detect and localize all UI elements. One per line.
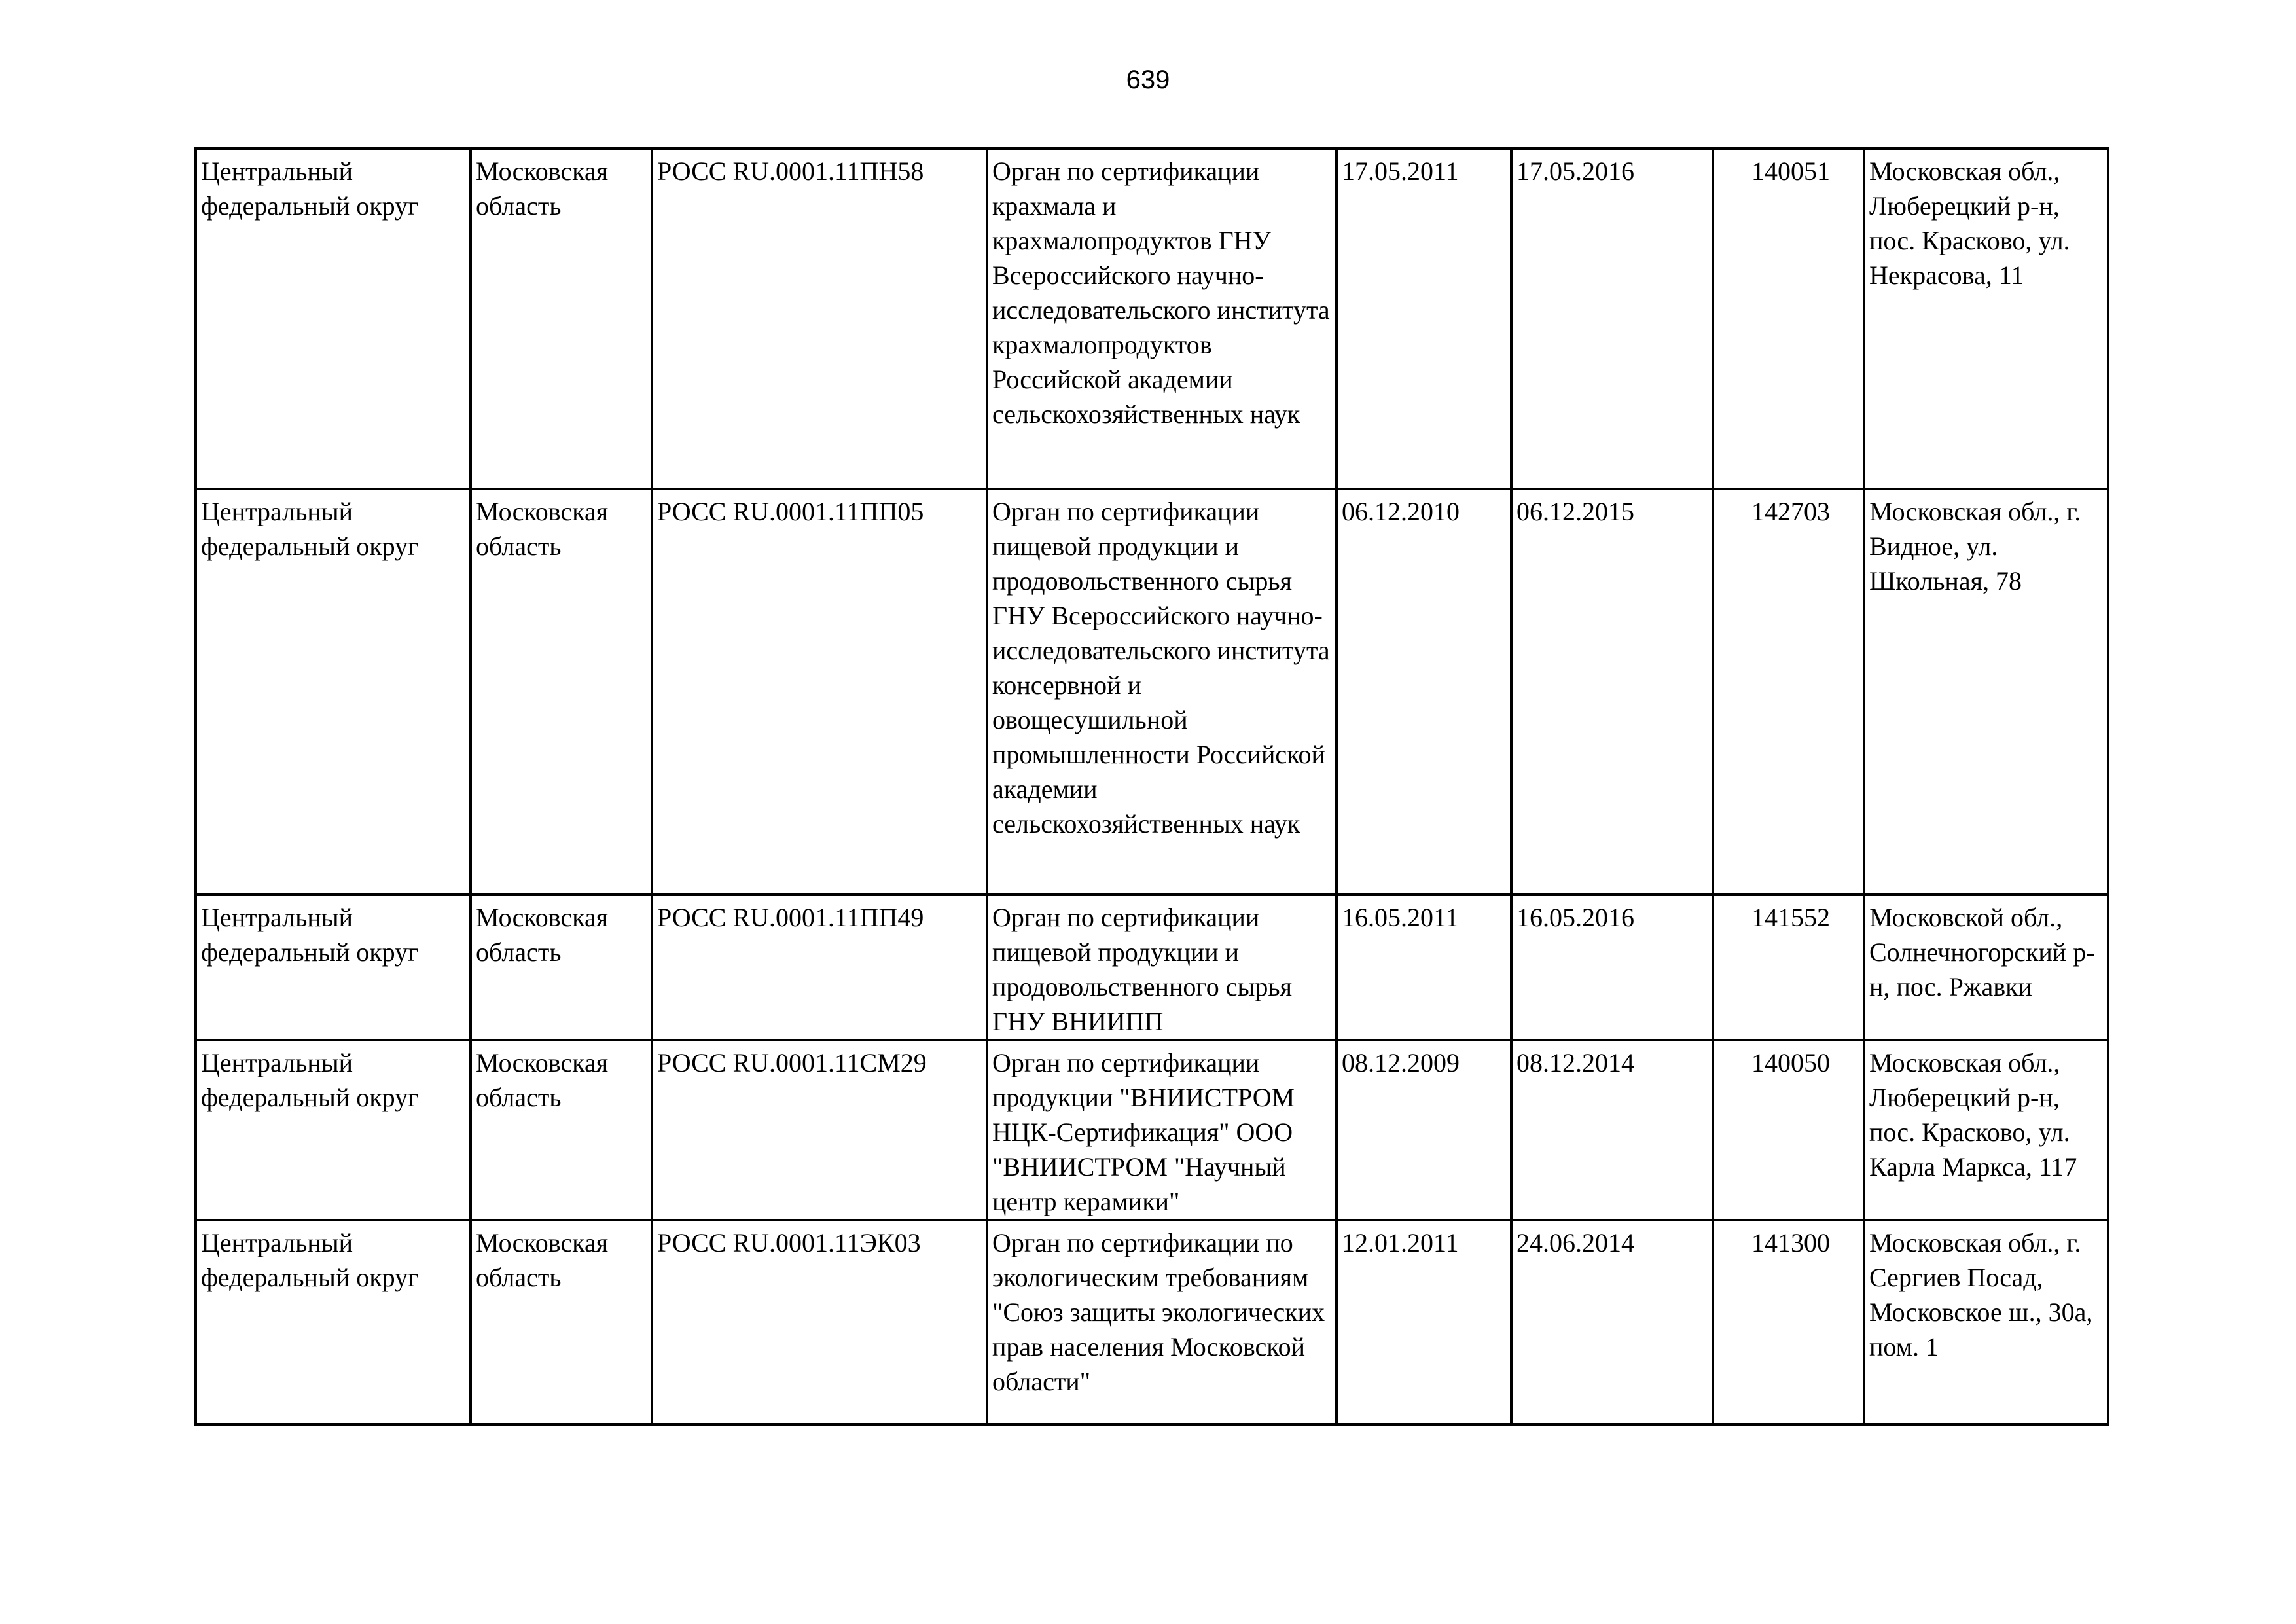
date-from-cell: 08.12.2009 xyxy=(1336,1040,1511,1220)
page-number: 639 xyxy=(1126,65,1170,94)
address-cell: Московская обл., Люберецкий р-н, пос. Красково, ул. Карла Маркса, 117 xyxy=(1864,1040,2108,1220)
postcode-cell: 140051 xyxy=(1713,149,1864,489)
date-from-cell: 17.05.2011 xyxy=(1336,149,1511,489)
body-name-cell: Орган по сертификации пищевой продукции и продовольственного сырья ГНУ ВНИИПП xyxy=(987,895,1336,1040)
reg-number-cell: РОСС RU.0001.11ПН58 xyxy=(652,149,987,489)
reg-number-cell: РОСС RU.0001.11ПП05 xyxy=(652,489,987,895)
region-cell: Московская область xyxy=(471,489,652,895)
reg-number-cell: РОСС RU.0001.11ПП49 xyxy=(652,895,987,1040)
postcode-cell: 140050 xyxy=(1713,1040,1864,1220)
address-cell: Московская обл., Люберецкий р-н, пос. Красково, ул. Некрасова, 11 xyxy=(1864,149,2108,489)
date-to-cell: 16.05.2016 xyxy=(1511,895,1713,1040)
district-cell: Центральный федеральный округ xyxy=(196,1220,471,1424)
body-name-cell: Орган по сертификации крахмала и крахмалопродуктов ГНУ Всероссийского научно-исследовательского института крахмалопродуктов Российской академии сельскохозяйственных наук xyxy=(987,149,1336,489)
table-row xyxy=(196,489,2108,895)
date-from-cell: 06.12.2010 xyxy=(1336,489,1511,895)
body-name-cell: Орган по сертификации продукции "ВНИИСТРОМ НЦК-Сертификация" ООО "ВНИИСТРОМ "Научный центр керамики" xyxy=(987,1040,1336,1220)
district-cell: Центральный федеральный округ xyxy=(196,1040,471,1220)
district-cell: Центральный федеральный округ xyxy=(196,895,471,1040)
address-cell: Московской обл., Солнечногорский р-н, пос. Ржавки xyxy=(1864,895,2108,1040)
date-to-cell: 06.12.2015 xyxy=(1511,489,1713,895)
table-row xyxy=(196,895,2108,1040)
date-to-cell: 24.06.2014 xyxy=(1511,1220,1713,1424)
district-cell: Центральный федеральный округ xyxy=(196,489,471,895)
region-cell: Московская область xyxy=(471,895,652,1040)
date-from-cell: 12.01.2011 xyxy=(1336,1220,1511,1424)
region-cell: Московская область xyxy=(471,149,652,489)
postcode-cell: 142703 xyxy=(1713,489,1864,895)
address-cell: Московская обл., г. Видное, ул. Школьная, 78 xyxy=(1864,489,2108,895)
region-cell: Московская область xyxy=(471,1040,652,1220)
body-name-cell: Орган по сертификации по экологическим требованиям "Союз защиты экологических прав населения Московской области" xyxy=(987,1220,1336,1424)
table-row xyxy=(196,149,2108,489)
certification-bodies-table xyxy=(194,147,2109,1426)
table-row xyxy=(196,1220,2108,1424)
body-name-cell: Орган по сертификации пищевой продукции и продовольственного сырья ГНУ Всероссийского научно-исследовательского института консервной и овощесушильной промышленности Российской академии сельскохозяйственных наук xyxy=(987,489,1336,895)
postcode-cell: 141552 xyxy=(1713,895,1864,1040)
date-from-cell: 16.05.2011 xyxy=(1336,895,1511,1040)
date-to-cell: 08.12.2014 xyxy=(1511,1040,1713,1220)
address-cell: Московская обл., г. Сергиев Посад, Московское ш., 30а, пом. 1 xyxy=(1864,1220,2108,1424)
reg-number-cell: РОСС RU.0001.11СМ29 xyxy=(652,1040,987,1220)
table-row xyxy=(196,1040,2108,1220)
district-cell: Центральный федеральный округ xyxy=(196,149,471,489)
reg-number-cell: РОСС RU.0001.11ЭК03 xyxy=(652,1220,987,1424)
postcode-cell: 141300 xyxy=(1713,1220,1864,1424)
date-to-cell: 17.05.2016 xyxy=(1511,149,1713,489)
region-cell: Московская область xyxy=(471,1220,652,1424)
